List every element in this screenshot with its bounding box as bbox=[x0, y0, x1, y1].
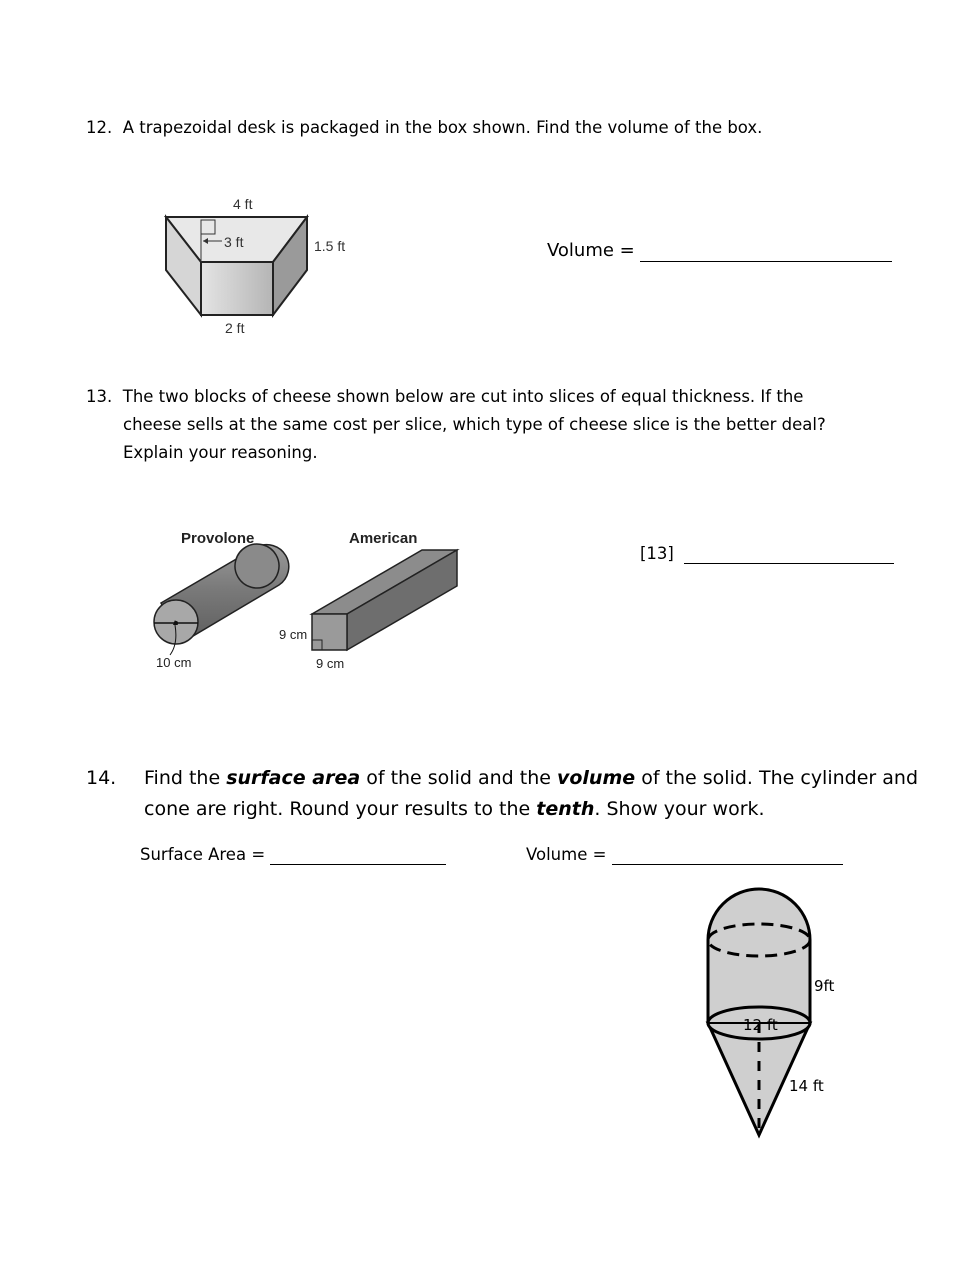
q13-line1: 13. The two blocks of cheese shown below are cut into slices of equal thickness. If the bbox=[86, 387, 804, 406]
volume-label: Volume = bbox=[526, 845, 607, 864]
q12-label-top: 4 ft bbox=[233, 196, 253, 212]
q14-surface-area-answer bbox=[140, 845, 446, 865]
q12-answer bbox=[547, 240, 892, 262]
q13-number: 13. bbox=[86, 387, 113, 406]
trapezoid-box-figure bbox=[150, 190, 370, 340]
q12-number: 12. bbox=[86, 118, 113, 137]
q14-line2: cone are right. Round your results to the tenth. Show your work. bbox=[144, 798, 765, 820]
american-label: American bbox=[349, 530, 418, 547]
q12-label-height: 1.5 ft bbox=[314, 238, 346, 254]
q14-label-diameter: 12 ft bbox=[743, 1016, 778, 1034]
q14-label-slant: 14 ft bbox=[789, 1077, 824, 1095]
q14-line1: Find the surface area of the solid and the volume of the solid. The cylinder and bbox=[144, 767, 919, 789]
provolone-label: Provolone bbox=[181, 530, 255, 547]
american-width-label: 9 cm bbox=[316, 656, 345, 671]
q14-number: 14. bbox=[86, 767, 117, 789]
cheese-blocks-figure bbox=[145, 522, 475, 682]
surface-area-blank[interactable] bbox=[270, 845, 446, 865]
provolone-diameter-label: 10 cm bbox=[156, 655, 192, 670]
american-height-label: 9 cm bbox=[279, 627, 308, 642]
volume-blank[interactable] bbox=[612, 845, 843, 865]
q13-line2: cheese sells at the same cost per slice, which type of cheese slice is the better deal? bbox=[123, 415, 826, 434]
q13-answer-label: [13] bbox=[640, 544, 674, 563]
q13-answer-blank[interactable] bbox=[684, 544, 894, 564]
q12-prompt: A trapezoidal desk is packaged in the box shown. Find the volume of the box. bbox=[122, 118, 763, 137]
q12-answer-label: Volume = bbox=[547, 240, 635, 261]
q12-label-slant: 3 ft bbox=[224, 234, 244, 250]
q12-label-bottom: 2 ft bbox=[225, 320, 245, 336]
q14-label-height: 9ft bbox=[814, 977, 835, 995]
surface-area-label: Surface Area = bbox=[140, 845, 266, 864]
q13-line3: Explain your reasoning. bbox=[123, 443, 318, 462]
q14-tenth-emphasis: tenth bbox=[536, 798, 595, 820]
q14-volume-answer bbox=[526, 845, 843, 865]
q13-answer bbox=[640, 544, 894, 564]
q12-answer-blank[interactable] bbox=[640, 240, 892, 262]
hemisphere-cylinder-cone-figure bbox=[700, 885, 860, 1145]
q12-text bbox=[86, 118, 762, 137]
q14-volume-emphasis: volume bbox=[556, 767, 636, 789]
q14-surface-area-emphasis: surface area bbox=[226, 767, 361, 789]
